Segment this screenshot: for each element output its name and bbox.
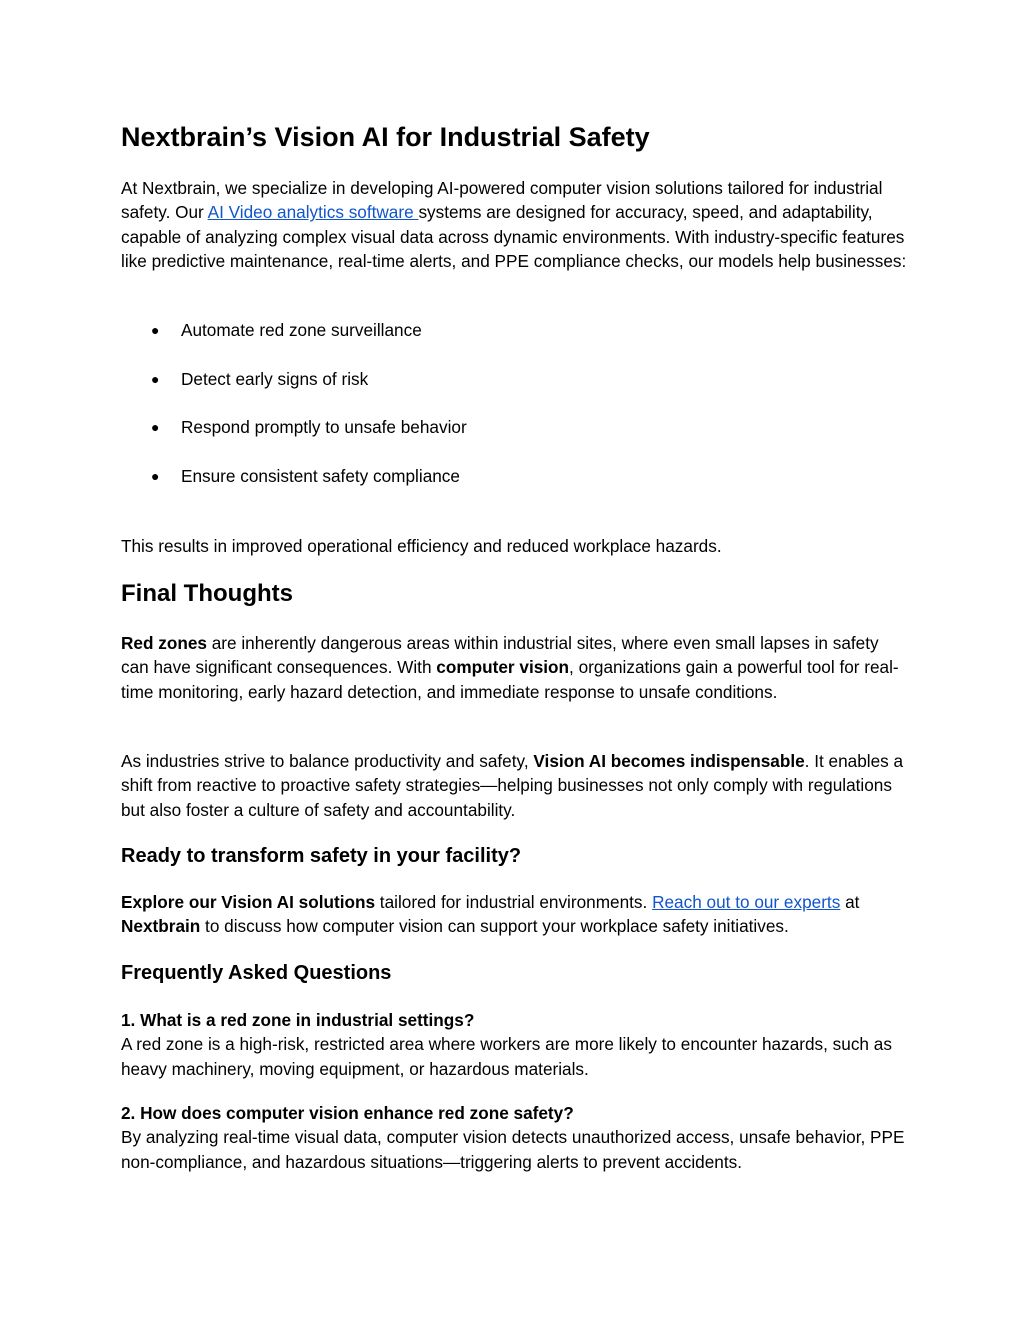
paragraph-text: As industries strive to balance productivity and safety, — [121, 751, 534, 771]
list-item-text: Respond promptly to unsafe behavior — [181, 417, 467, 438]
list-item — [121, 367, 911, 391]
red-zones-bold: Red zones — [121, 633, 207, 653]
explore-bold: Explore our Vision AI solutions — [121, 892, 376, 912]
final-thoughts-heading: Final Thoughts — [121, 580, 293, 607]
page-title: Nextbrain’s Vision AI for Industrial Safety — [121, 122, 650, 152]
bullet-icon: ● — [151, 419, 160, 436]
cta-paragraph — [121, 890, 911, 939]
bullet-icon: ● — [151, 468, 160, 485]
faq-question: 2. How does computer vision enhance red zone safety? — [121, 1103, 574, 1123]
paragraph-text: are inherently dangerous areas within industrial sites, where even small lapses in safety can have significant consequences. With — [121, 633, 879, 678]
nextbrain-bold: Nextbrain — [121, 916, 201, 937]
benefits-list — [121, 318, 911, 513]
paragraph-text: , organizations gain a powerful tool for real-time monitoring, early hazard detection, and immediate response to unsafe conditions. — [121, 657, 899, 702]
cta-heading: Ready to transform safety in your facility? — [121, 845, 522, 867]
faq-question: 1. What is a red zone in industrial settings? — [121, 1010, 475, 1030]
faq-answer: By analyzing real-time visual data, computer vision detects unauthorized access, unsafe behavior, PPE non-compliance, and hazardous situations—triggering alerts to prevent accidents. — [121, 1127, 905, 1172]
final-thoughts-paragraph-1 — [121, 631, 911, 704]
list-item-text: Automate red zone surveillance — [181, 320, 422, 340]
vision-ai-bold: Vision AI becomes indispensable — [533, 751, 805, 771]
reach-out-experts-link[interactable]: Reach out to our experts — [652, 892, 841, 912]
bullet-icon: ● — [151, 370, 160, 387]
list-item — [121, 415, 911, 439]
faq-item — [121, 1101, 911, 1174]
intro-text-start: At Nextbrain, we specialize in developing AI-powered computer vision solutions tailored for industrial safety. Our — [121, 178, 883, 223]
list-item-text: Ensure consistent safety compliance — [181, 466, 460, 487]
result-paragraph: This results in improved operational efficiency and reduced workplace hazards. — [121, 536, 722, 556]
intro-paragraph — [121, 176, 911, 273]
faq-answer: A red zone is a high-risk, restricted area where workers are more likely to encounter hazards, such as heavy machinery, moving equipment, or hazardous materials. — [121, 1034, 892, 1079]
paragraph-text: at — [840, 892, 860, 912]
list-item — [121, 318, 911, 342]
bullet-icon: ● — [151, 322, 160, 338]
computer-vision-bold: computer vision — [436, 657, 570, 678]
paragraph-text: to discuss how computer vision can support your workplace safety initiatives. — [200, 916, 789, 937]
list-item — [121, 464, 911, 488]
paragraph-text: . It enables a shift from reactive to proactive safety strategies—helping businesses not only comply with regulations but also foster a culture of safety and accountability. — [121, 751, 904, 820]
faq-heading: Frequently Asked Questions — [121, 962, 392, 984]
ai-video-analytics-link[interactable]: AI Video analytics software — [207, 202, 419, 223]
list-item-text: Detect early signs of risk — [181, 368, 369, 389]
intro-text-end: systems are designed for accuracy, speed, and adaptability, capable of analyzing complex visual data across dynamic environments. With industry-specific features like predictive maintenance, real-time alerts, and PPE compliance checks, our models help businesses: — [121, 202, 907, 271]
faq-item — [121, 1008, 911, 1081]
final-thoughts-paragraph-2 — [121, 749, 911, 822]
paragraph-text: tailored for industrial environments. — [375, 892, 653, 912]
